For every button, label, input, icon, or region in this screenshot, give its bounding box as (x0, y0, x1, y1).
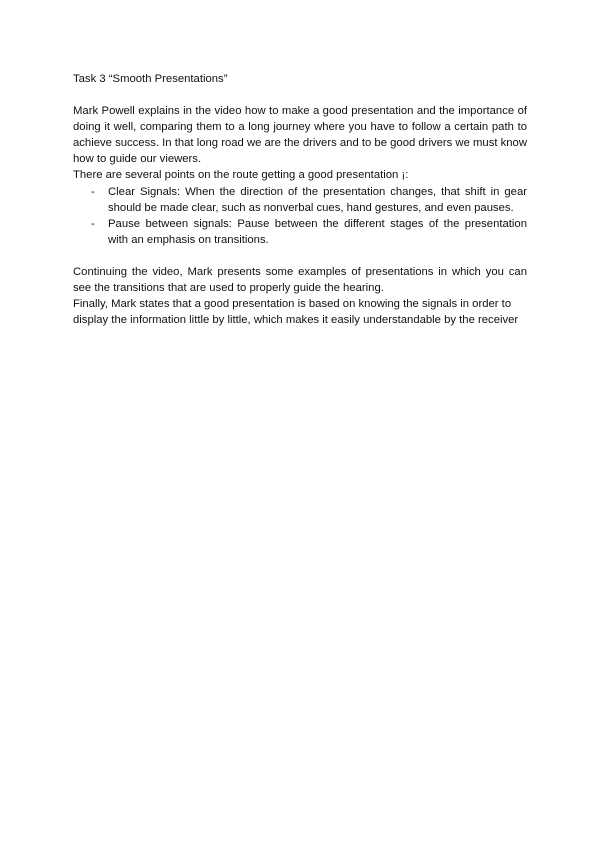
list-item (73, 184, 527, 216)
list-item-text: Clear Signals: When the direction of the presentation changes, that shift in gear should be made clear, such as nonverbal cues, hand gestures, and even pauses. (108, 185, 527, 214)
document-body (73, 71, 527, 328)
bullet-dash: - (91, 185, 95, 198)
list-item-text: Pause between signals: Pause between the different stages of the presentation with an emphasis on transitions. (108, 217, 527, 246)
final-paragraph: Finally, Mark states that a good presentation is based on knowing the signals in order to display the information little by little, which makes it easily understandable by the receiver (73, 298, 519, 327)
bullet-dash: - (91, 217, 95, 230)
points-intro: There are several points on the route getting a good presentation ¡: (73, 169, 409, 182)
points-list (73, 184, 527, 248)
intro-paragraph: Mark Powell explains in the video how to make a good presentation and the importance of doing it well, comparing them to a long journey where you have to follow a certain path to achieve success. In that long road we are the drivers and to be good drivers we must know how to guide our viewers. (73, 105, 527, 166)
list-item (73, 216, 527, 248)
paragraph-gap (73, 248, 527, 264)
document-title: Task 3 “Smooth Presentations” (73, 73, 228, 85)
continuation-paragraph: Continuing the video, Mark presents some examples of presentations in which you can see the transitions that are used to properly guide the hearing. (73, 265, 527, 295)
